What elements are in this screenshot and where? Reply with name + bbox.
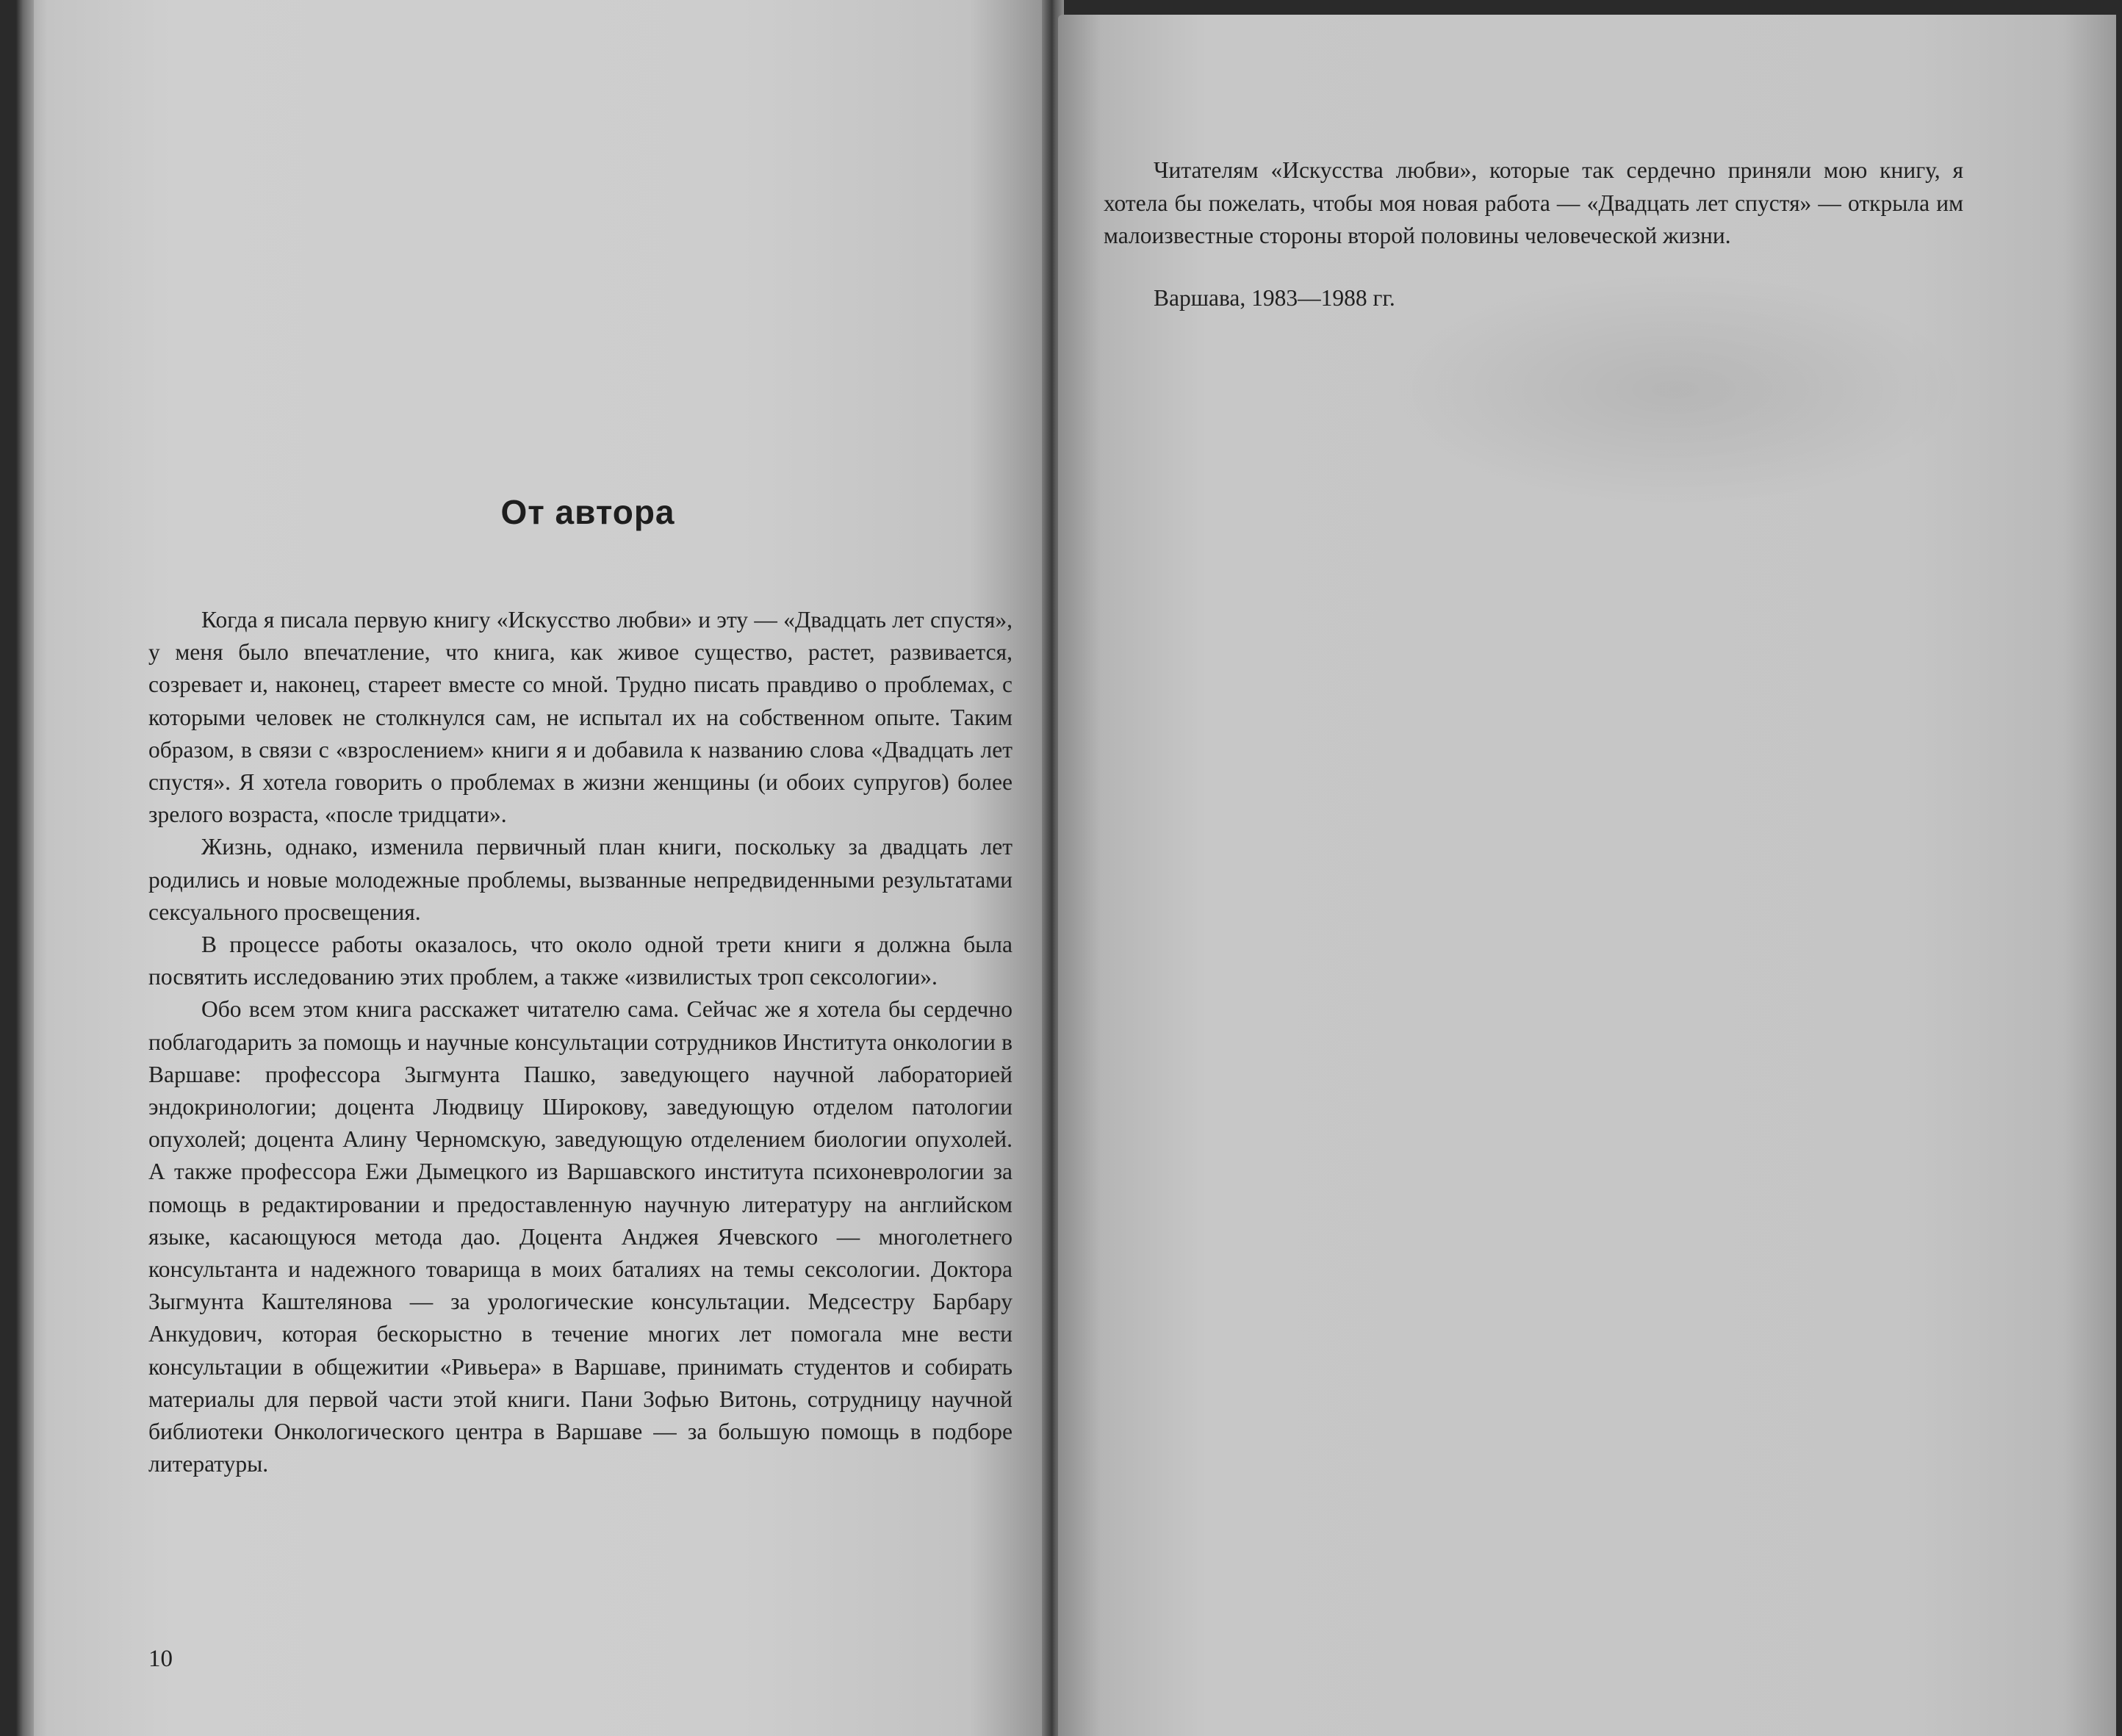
left-page-body	[148, 604, 1013, 1480]
right-page-body	[1104, 154, 1963, 314]
paragraph: В процессе работы оказалось, что около одной трети книги я должна была посвятить исследованию этих проблем, а также «извилистых троп сексологии».	[148, 932, 1013, 990]
place-and-date: Варшава, 1983—1988 гг.	[1154, 284, 1395, 311]
paragraph: Когда я писала первую книгу «Искусство любви» и эту — «Двадцать лет спустя», у меня было впечатление, что книга, как живое существо, растет, развивается, созревает и, наконец, стареет вместе со мной. Трудно писать правдиво о проблемах, с которыми человек не столкнулся сам, не испытал их на собственном опыте. Таким образом, в связи с «взрослением» книги я и добавила к названию слова «Двадцать лет спустя». Я хотела говорить о проблемах в жизни женщины (и обоих супругов) более зрелого возраста, «после тридцати».	[148, 607, 1013, 828]
page-title: От автора	[500, 493, 675, 531]
page-number: 10	[148, 1646, 173, 1672]
dedication-paragraph: Читателям «Искусства любви», которые так сердечно приняли мою книгу, я хотела бы пожелать, чтобы моя новая работа — «Двадцать лет спустя» — открыла им малоизвестные стороны второй половины человеческой жизни.	[1104, 157, 1963, 248]
page-edge	[16, 0, 34, 1736]
paragraph: Обо всем этом книга расскажет читателю сама. Сейчас же я хотела бы сердечно поблагодарить за помощь и научные консультации сотрудников Института онкологии в Варшаве: профессора Зыгмунта Пашко, заведующего научной лабораторией эндокринологии; доцента Людвицу Широкову, заведующую отделом патологии опухолей; доцента Алину Черномскую, заведующую отделением биологии опухолей. А также профессора Ежи Дымецкого из Варшавского института психоневрологии за помощь в редактировании и предоставленную научную литературу на английском языке, касающуюся метода дао. Доцента Анджея Ячевского — многолетнего консультанта и надежного товарища в моих баталиях на темы сексологии. Доктора Зыгмунта Каштелянова — за урологические консультации. Медсестру Барбару Анкудович, которая бескорыстно в течение многих лет помогала мне вести консультации в общежитии «Ривьера» в Варшаве, принимать студентов и собирать материалы для первой части этой книги. Пани Зофью Витонь, сотрудницу научной библиотеки Онкологического центра в Варшаве — за большую помощь в подборе литературы.	[148, 996, 1013, 1477]
paragraph: Жизнь, однако, изменила первичный план книги, поскольку за двадцать лет родились и новые молодежные проблемы, вызванные непредвиденными результатами сексуального просвещения.	[148, 834, 1013, 925]
